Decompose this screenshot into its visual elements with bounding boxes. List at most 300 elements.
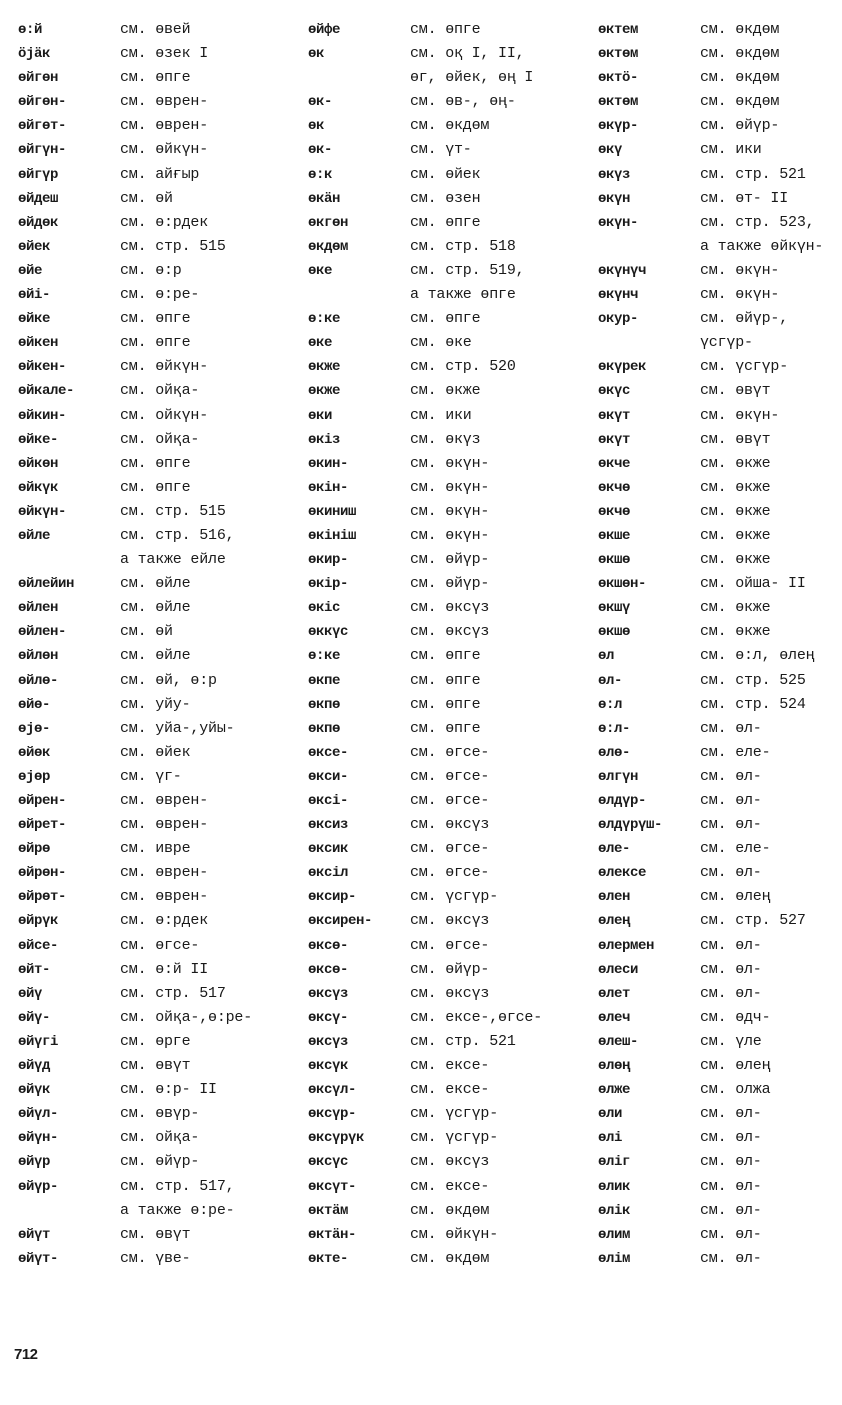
entry-reference: см. стр. 519, <box>410 261 525 279</box>
entry-headword: өли <box>598 1106 623 1123</box>
entry-reference: см. өкже <box>700 551 771 569</box>
entry-reference: см. стр. 516, <box>120 526 235 544</box>
entry-headword: өксіл <box>308 865 349 882</box>
entry-reference: см. өксүз <box>410 816 490 834</box>
entry-reference: см. өйек <box>410 165 481 183</box>
entry-headword: өйкөн <box>18 455 59 472</box>
entry-headword: өксүс <box>308 1154 349 1171</box>
entry-reference: см. ө:рдек <box>120 912 209 930</box>
entry-reference: см. өпге <box>410 719 481 737</box>
entry-reference: см. үве- <box>120 1249 191 1267</box>
entry-reference: см. стр. 527 <box>700 912 806 930</box>
entry-headword: өйсе- <box>18 937 59 954</box>
entry-reference: см. өл- <box>700 960 762 978</box>
entry-reference: см. өл- <box>700 792 762 809</box>
entry-reference: см. өйле <box>120 575 191 593</box>
entry-headword: өл <box>598 648 615 665</box>
entry-reference: см. өл- <box>700 1249 762 1267</box>
entry-headword: өктөм <box>598 46 639 63</box>
entry-headword: өксирен- <box>308 913 373 930</box>
entry-reference: см. өксүз <box>410 1153 490 1171</box>
entry-reference: см. стр. 515 <box>120 502 226 520</box>
entry-headword: өйүр <box>18 1154 51 1171</box>
entry-headword: өкдөм <box>308 238 349 255</box>
entry-headword: өксик <box>308 841 349 858</box>
entry-reference: см. ойқа- <box>120 1129 200 1147</box>
entry-headword: ө:ке <box>308 311 341 328</box>
entry-reference: см. өкже <box>700 478 771 496</box>
entry-reference: см. өксүз <box>410 599 490 617</box>
entry-headword: өйлө- <box>18 672 59 689</box>
entry-headword: өjөр <box>18 768 51 785</box>
entry-reference: см. өгсе- <box>120 936 200 954</box>
entry-reference: см. өгсе- <box>410 936 490 954</box>
entry-headword: өкпө <box>308 696 341 713</box>
entry-reference: см. өкдөм <box>700 93 780 111</box>
entry-reference: см. стр. 518 <box>410 237 516 255</box>
entry-headword: өксиз <box>308 817 349 834</box>
entry-headword: өйө- <box>18 696 51 713</box>
entry-headword: өктö- <box>598 70 639 87</box>
entry-reference: см. өйүр- <box>410 960 490 978</box>
entry-reference: см. үсгүр- <box>410 888 499 906</box>
entry-headword: ө:к <box>308 166 333 183</box>
entry-headword: өкир- <box>308 552 349 569</box>
reference-column-2 <box>410 18 595 1271</box>
entry-reference: см. өвей <box>120 21 191 38</box>
entry-headword: өктөм <box>598 94 639 111</box>
entry-headword: өйрө <box>18 841 51 858</box>
entry-headword: өкүт <box>598 407 631 424</box>
entry-headword: өке <box>308 262 333 279</box>
entry-headword: өкшө <box>598 552 631 569</box>
entry-headword: өлеч <box>598 1009 631 1026</box>
entry-headword: өлгүн <box>598 768 639 785</box>
entry-reference: см. өйүр- <box>700 117 780 135</box>
entry-headword: өйрөн- <box>18 865 67 882</box>
entry-reference: см. олжа <box>700 1081 771 1099</box>
entry-reference: см. үсгүр- <box>410 1105 499 1123</box>
entry-headword: өйгүн- <box>18 142 67 159</box>
entry-reference: см. өкдөм <box>410 1249 490 1267</box>
entry-headword: өйке- <box>18 431 59 448</box>
entry-reference: см. өврен- <box>120 864 209 882</box>
entry-reference: см. өкже <box>700 526 771 544</box>
entry-headword: өлдүрүш- <box>598 817 663 834</box>
entry-reference: см. өвүр- <box>120 1105 200 1123</box>
entry-headword: өкіз <box>308 431 341 448</box>
entry-reference: см. үсгүр- <box>700 358 789 376</box>
entry-headword: өкче <box>598 455 631 472</box>
entry-headword: өйт- <box>18 961 51 978</box>
entry-reference: см. стр. 521 <box>700 165 806 183</box>
entry-headword: өлексе <box>598 865 647 882</box>
entry-reference: см. өл- <box>700 1225 762 1243</box>
entry-reference: см. өкүн- <box>410 478 490 496</box>
entry-headword: өйкен- <box>18 359 67 376</box>
entry-headword: өкшөн- <box>598 576 647 593</box>
entry-reference: см. өкже <box>700 599 771 617</box>
entry-reference: үсгүр- <box>700 334 753 352</box>
entry-headword: өйүгі <box>18 1033 59 1050</box>
entry-headword: өjө- <box>18 720 51 737</box>
entry-reference: см. ойкүн- <box>120 406 209 424</box>
entry-reference: см. үсгүр- <box>410 1129 499 1147</box>
entry-reference: см. өл- <box>700 816 762 834</box>
entry-headword: өкиниш <box>308 503 357 520</box>
entry-headword: өк <box>308 118 325 135</box>
reference-column-3 <box>700 18 840 1271</box>
entry-headword: өйлен <box>18 600 59 617</box>
entry-headword <box>308 283 406 307</box>
entry-headword: өкше <box>598 527 631 544</box>
entry-reference: см. өгсе- <box>410 864 490 882</box>
entry-reference: см. ойқа- <box>120 430 200 448</box>
entry-headword: өлеси <box>598 961 639 978</box>
entry-reference: см. өзек I <box>120 45 209 63</box>
entry-reference: см. өкүн- <box>410 502 490 520</box>
entry-reference: см. өйле <box>120 647 191 665</box>
entry-reference: см. өпге <box>120 454 191 472</box>
entry-headword: өкпө <box>308 720 341 737</box>
entry-headword: өйлейин <box>18 576 75 593</box>
entry-reference: см. стр. 521 <box>410 1032 516 1050</box>
entry-reference: см. өвүт <box>120 1057 191 1075</box>
entry-headword: өкте- <box>308 1250 349 1267</box>
entry-reference: см. ө:р- II <box>120 1081 217 1099</box>
entry-reference: см. өпге <box>410 21 481 38</box>
entry-headword: өкүнч <box>598 287 639 304</box>
entry-headword: өйүр- <box>18 1178 59 1195</box>
entry-headword: өкүн <box>598 190 631 207</box>
entry-headword: өксүз <box>308 985 349 1002</box>
entry-reference: см. өл- <box>700 767 762 785</box>
entry-reference: см. өй <box>120 189 173 207</box>
entry-reference: см. өпге <box>410 213 481 231</box>
entry-headword: өлі <box>598 1130 623 1147</box>
entry-headword: өксүл- <box>308 1082 357 1099</box>
entry-headword: өк- <box>308 94 333 111</box>
entry-headword: өккүс <box>308 624 349 641</box>
entry-headword: өйкин- <box>18 407 67 424</box>
entry-headword: окур- <box>598 311 639 328</box>
entry-reference: см. өгсе- <box>410 840 490 858</box>
entry-headword: өйүн- <box>18 1130 59 1147</box>
entry-reference: см. еле- <box>700 743 771 761</box>
entry-reference: см. өксүз <box>410 912 490 930</box>
entry-reference: см. стр. 515 <box>120 237 226 255</box>
entry-headword: өйүт- <box>18 1250 59 1267</box>
entry-headword: өксүз <box>308 1033 349 1050</box>
entry-reference: см. ексе- <box>410 1177 490 1195</box>
entry-headword: өкүр- <box>598 118 639 135</box>
entry-reference: см. стр. 517 <box>120 984 226 1002</box>
entry-reference: см. өпге <box>120 334 191 352</box>
entry-reference: см. өке <box>410 334 472 352</box>
entry-reference: см. өйүр- <box>410 551 490 569</box>
entry-reference: см. өл- <box>700 1153 762 1171</box>
entry-headword: өлдүр- <box>598 793 647 809</box>
entry-reference: см. өгсе- <box>410 792 490 809</box>
page-number: 712 <box>14 1346 38 1363</box>
entry-reference: см. өдч- <box>700 1008 771 1026</box>
entry-headword: өйкале- <box>18 383 75 400</box>
entry-reference: а также өпге <box>410 286 516 304</box>
entry-headword: өксө- <box>308 937 349 954</box>
entry-reference: см. ойқа- <box>120 382 200 400</box>
entry-reference: см. өпге <box>410 695 481 713</box>
entry-reference: см. өйкүн- <box>120 141 209 159</box>
entry-headword: өкүс <box>598 383 631 400</box>
entry-headword: өйүт <box>18 1226 51 1243</box>
entry-reference: см. өкүн- <box>410 454 490 472</box>
entry-reference: см. өкдөм <box>700 45 780 63</box>
entry-reference: см. ексе- <box>410 1057 490 1075</box>
entry-headword: өйке <box>18 311 51 328</box>
entry-reference: см. өй, ө:р <box>120 671 217 689</box>
entry-headword: өйүк <box>18 1082 51 1099</box>
entry-reference: см. өксүз <box>410 984 490 1002</box>
entry-headword: өлен <box>598 889 631 906</box>
entry-reference: см. өпге <box>120 478 191 496</box>
entry-headword: өктем <box>598 22 639 38</box>
entry-headword: өйөк <box>18 744 51 761</box>
entry-headword: өкшө <box>598 624 631 641</box>
entry-reference: см. өлең <box>700 888 771 906</box>
entry-reference: см. өкже <box>410 382 481 400</box>
entry-reference: см. өйүр-, <box>700 310 789 328</box>
entry-headword: өлөң <box>598 1058 631 1075</box>
entry-headword: өйрөт- <box>18 889 67 906</box>
entry-headword: өкүрек <box>598 359 647 376</box>
entry-reference: см. өврен- <box>120 93 209 111</box>
entry-reference: см. өврен- <box>120 816 209 834</box>
entry-headword: ө:ке <box>308 648 341 665</box>
entry-reference: см. өкдөм <box>410 117 490 135</box>
entry-reference: см. өв-, өң- <box>410 93 516 111</box>
entry-headword: өксүр- <box>308 1106 357 1123</box>
entry-headword: өксі- <box>308 793 349 809</box>
entry-reference: см. өл- <box>700 1177 762 1195</box>
entry-headword: өкси- <box>308 768 349 785</box>
entry-reference: см. үле <box>700 1032 762 1050</box>
entry-headword: өйү <box>18 985 43 1002</box>
entry-reference: см. өй <box>120 623 173 641</box>
entry-reference: см. ики <box>700 141 762 159</box>
entry-reference: а также ө:ре- <box>120 1201 235 1219</box>
entry-headword: өктäн- <box>308 1226 357 1243</box>
entry-headword: өлже <box>598 1082 631 1099</box>
entry-headword: өйі- <box>18 287 51 304</box>
entry-reference: см. өт- II <box>700 189 789 207</box>
entry-headword: өйгүр <box>18 166 59 183</box>
entry-reference: а также ейле <box>120 551 226 569</box>
entry-headword: өксе- <box>308 744 349 761</box>
entry-headword: өкäн <box>308 190 341 207</box>
entry-headword: өйфе <box>308 22 341 38</box>
entry-reference: см. еле- <box>700 840 771 858</box>
entry-headword: өкіс <box>308 600 341 617</box>
entry-reference: см. өйкүн- <box>410 1225 499 1243</box>
entry-headword: өйгөн <box>18 70 59 87</box>
entry-headword: өксө- <box>308 961 349 978</box>
entry-reference: см. ойқа-,ө:ре- <box>120 1008 253 1026</box>
entry-reference: см. ексе- <box>410 1081 490 1099</box>
entry-reference: см. стр. 524 <box>700 695 806 713</box>
entry-reference: см. өкдөм <box>410 1201 490 1219</box>
entry-reference: см. өл- <box>700 864 762 882</box>
entry-reference: а также өйкүн- <box>700 237 824 255</box>
headword-column-2 <box>308 18 406 1271</box>
entry-headword: өлең <box>598 913 631 930</box>
entry-headword <box>308 66 406 90</box>
entry-reference: см. өвүт <box>700 382 771 400</box>
entry-reference: см. ө:рдек <box>120 213 209 231</box>
entry-headword: өкин- <box>308 455 349 472</box>
entry-headword: өйрен- <box>18 793 67 809</box>
entry-headword: өкүнүч <box>598 262 647 279</box>
entry-headword: өкже <box>308 383 341 400</box>
entry-headword: өкір- <box>308 576 349 593</box>
entry-reference: см. айғыр <box>120 165 200 183</box>
entry-headword: өйе <box>18 262 43 279</box>
entry-reference: см. өл- <box>700 936 762 954</box>
entry-headword: өйрет- <box>18 817 67 834</box>
entry-reference: см. ө:р <box>120 261 182 279</box>
entry-headword: өйлөн <box>18 648 59 665</box>
entry-headword: өліг <box>598 1154 631 1171</box>
entry-reference: см. өпге <box>410 671 481 689</box>
entry-reference: см. өпге <box>410 647 481 665</box>
entry-reference: см. өврен- <box>120 792 209 809</box>
entry-reference: см. өпге <box>120 310 191 328</box>
entry-headword: ө:л- <box>598 720 631 737</box>
entry-headword: өк- <box>308 142 333 159</box>
entry-reference: см. өл- <box>700 1201 762 1219</box>
entry-reference: см. өксүз <box>410 623 490 641</box>
entry-reference: см. стр. 517, <box>120 1177 235 1195</box>
entry-headword: ө:й <box>18 22 43 38</box>
entry-reference: см. стр. 523, <box>700 213 815 231</box>
entry-headword: өксүрүк <box>308 1130 365 1147</box>
entry-headword: өке <box>308 335 333 352</box>
entry-headword: өктäм <box>308 1202 349 1219</box>
entry-reference: см. өл- <box>700 1129 762 1147</box>
entry-reference: см. өйүр- <box>120 1153 200 1171</box>
entry-reference: см. өкдөм <box>700 21 780 38</box>
entry-headword: өкчө <box>598 479 631 496</box>
entry-headword: өк <box>308 46 325 63</box>
entry-headword: ө:л <box>598 696 623 713</box>
entry-reference: см. өврен- <box>120 117 209 135</box>
entry-reference: см. өгсе- <box>410 767 490 785</box>
entry-headword: өкшү <box>598 600 631 617</box>
entry-reference: см. өкүн- <box>410 526 490 544</box>
entry-reference: см. өкже <box>700 454 771 472</box>
entry-reference: см. өл- <box>700 719 762 737</box>
entry-reference: см. өвүт <box>120 1225 191 1243</box>
entry-reference: см. өкүн- <box>700 261 780 279</box>
entry-headword: өйүд <box>18 1058 51 1075</box>
entry-headword: өйү- <box>18 1009 51 1026</box>
entry-reference: см. ойша- II <box>700 575 806 593</box>
entry-reference: см. өгсе- <box>410 743 490 761</box>
entry-reference: см. өврен- <box>120 888 209 906</box>
entry-headword: өлік <box>598 1202 631 1219</box>
entry-reference: см. ексе-,өгсе- <box>410 1008 543 1026</box>
entry-reference: см. өрге <box>120 1032 191 1050</box>
entry-headword: өксүк <box>308 1058 349 1075</box>
entry-headword: өлет <box>598 985 631 1002</box>
entry-reference: см. ө:й II <box>120 960 209 978</box>
entry-headword: өксир- <box>308 889 357 906</box>
entry-headword: өкін- <box>308 479 349 496</box>
entry-reference: см. өзен <box>410 189 481 207</box>
entry-headword: өлим <box>598 1226 631 1243</box>
entry-headword: өлеш- <box>598 1033 639 1050</box>
entry-reference: см. өйкүн- <box>120 358 209 376</box>
entry-headword: өйгөн- <box>18 94 67 111</box>
entry-reference: см. өйек <box>120 743 191 761</box>
entry-reference: см. өпге <box>120 69 191 87</box>
entry-headword: өлик <box>598 1178 631 1195</box>
entry-headword <box>18 548 116 572</box>
entry-headword: өкү <box>598 142 623 159</box>
entry-headword: өл- <box>598 672 623 689</box>
entry-reference: см. стр. 525 <box>700 671 806 689</box>
entry-headword: өки <box>308 407 333 424</box>
entry-headword: өкчө <box>598 503 631 520</box>
entry-reference: см. уйу- <box>120 695 191 713</box>
entry-headword <box>598 331 696 355</box>
entry-reference: см. ө:л, өлең <box>700 647 815 665</box>
entry-reference: см. өл- <box>700 1105 762 1123</box>
entry-reference: см. өйле <box>120 599 191 617</box>
entry-reference: см. өкүн- <box>700 406 780 424</box>
entry-reference: см. өпге <box>410 310 481 328</box>
reference-column-1 <box>120 18 305 1271</box>
entry-headword: өкже <box>308 359 341 376</box>
entry-reference: см. үг- <box>120 767 182 785</box>
entry-headword: өле- <box>598 841 631 858</box>
entry-headword: өкпе <box>308 672 341 689</box>
entry-reference: см. өкүз <box>410 430 481 448</box>
entry-reference: см. өкже <box>700 623 771 641</box>
entry-reference: см. ө:ре- <box>120 286 200 304</box>
entry-reference: см. өкүн- <box>700 286 780 304</box>
entry-headword: өксүт- <box>308 1178 357 1195</box>
entry-headword: öjäк <box>18 46 51 63</box>
entry-headword <box>18 1199 116 1223</box>
entry-reference: см. оқ I, II, <box>410 45 525 63</box>
entry-headword: өйгөт- <box>18 118 67 135</box>
entry-headword: өксү- <box>308 1009 349 1026</box>
entry-headword: өйдөк <box>18 214 59 231</box>
headword-column-3 <box>598 18 696 1271</box>
entry-headword: өйлен- <box>18 624 67 641</box>
entry-headword: өйек <box>18 238 51 255</box>
entry-headword: өлө- <box>598 744 631 761</box>
entry-reference: см. уйа-,уйы- <box>120 719 235 737</box>
entry-headword: өйкүн- <box>18 503 67 520</box>
entry-reference: см. өлең <box>700 1057 771 1075</box>
entry-headword: өкүн- <box>598 214 639 231</box>
entry-reference: см. өкдөм <box>700 69 780 87</box>
entry-headword: өйкүк <box>18 479 59 496</box>
entry-headword: өкгөн <box>308 214 349 231</box>
entry-headword: өлермен <box>598 937 655 954</box>
entry-reference: см. өл- <box>700 984 762 1002</box>
